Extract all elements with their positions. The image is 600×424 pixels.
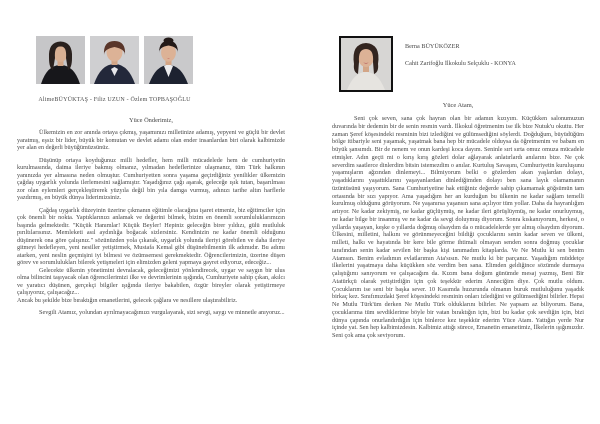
portrait-photo-filiz xyxy=(90,36,139,84)
portrait-photo-alime xyxy=(36,36,85,84)
right-letter-body: Seni çok seven, sana çok hayran olan bir adamın kızıyım. Küçükken salonumuzun duvarında bir dedemin bir de senin resmin vardı. İlkokul öğretmenim ise ilk bize Nutuk'u okuttu. Her zaman Şeref köşesindeki resminin bizi izlediğini ve gülümsediğini söylerdi. Doğduğum, büyüdüğüm bölge itibariyle seni yaşamak, yaşatmak bana hep bir mücadele olduysa da öğretmenim ve babam en büyük şansımdı. Bir de nenem ve onun kardeşi koca dayım. Seninle sırt sırta omuz omuza mücadele etmişler. Adın geçti mi o kırış kırış gözleri dolar ağlayarak anlatırlardı anılarını bize. Ne çok severdim saatlerce dinlerdim bitsin istemezdim o anılar. Kurtuluş Savaşını, Cumhuriyetin kuruluşunu yaşamışların ağzından dinlemeyi... Bilmiyorum belki o gözlerden akan yaşlardan dolayı, yaşadıklarını yaşattıklarını yaşayanlardan dinlediğimden dolayı ben sana layık olamamanın üzüntüsünü yaşıyorum. Sana Cumhuriyetine hak ettiğiniz değerde sahip çıkamamak göğsümün tam ortasında bir sızı yapıyor. Ama yaşadığım her an kurduğun bu ülkenin ne kadar sağlam temelli kurulmuş olduğunu görüyorum. Ne yaşanırsa yaşansın sana açılıyor tüm yollar. Daha da hayranlığım artıyor. Ne kadar zekiymiş, ne kadar güçlüymüş, ne kadar ileri görüşlüymüş, ne kadar onurluymuş, ne kadar bilge bir insanmış ve ne kadar da sevgi doluymuş diyorum. Sonra kıskanıyorum, herkesi, o yıllarda yaşayan, keşke o yıllarda doğmuş olsaydım da o mücadelelerde yer almış olsaydım diyorum. Ülkesini, milletini, halkını ve görünmeyeceğini bildiği çocuklarını senin kadar seven ve ülkeni, milleti, halkı ve hayatında bir kere bile görme ihtimali olmayan senden sonra doğmuş çocuklar tarafından senin kadar sevilen bir başka kişi tanımadım kitaplarda. Ve Ne Mutlu ki sen benim Atamsın. Benim evladımın evlatlarımın Ata'sısın. Ne mutlu ki bir parçanız. Yaşadığım müddetçe ilkelerini yaşatmaya daha küçükken söz verdim ben sana. Elimden geldiğince sözümde durmaya çalıştığımı sanıyorum ve çalışacağım da. Kızım bana doğum günümde mesaj yazmış, Beni Bir Atatürkçü olarak yetiştirdiğin için çok teşekkür ederim Anneciğim diye. Çok mutlu oldum. Çocuklarım ise seni bir başka sever. 10 Kasımda huzurunda olmanın buruk mutluluğunu yaşadık birkaç kez. Sınıfımızdaki Şeref köşesindeki resminin onları izlediğini ve gülümsediğini bilirler. Hepsi Ne Mutlu Türk'üm derken Ne Mutlu Türk olduklarını bilirler. Ne yapsam az biliyorum. Bana, çocuklarıma tüm sevdiklerime böyle bir vatan bıraktığın için, bizi bu kadar çok sevdiğin için, bizi dünya çapında onurlandırdığın için binlerce kez teşekkür ederim Yüce Atam. Yattığın yerde Nur içinde yat. Sen hep kalbimizdesin. Kalbimiz attığı sürece, Emanetin emanetimiz, İlkelerin ışığımızdır. Seni çok ama çok seviyorum. xyxy=(332,115,584,339)
page-left xyxy=(17,36,285,322)
author-header xyxy=(332,36,584,98)
author-name: Berna BÜYÜKÖZER xyxy=(405,43,460,50)
left-paragraph-4: Gelecekte ülkenin yönetimini devralacak, geleceğimizi yönlendirecek, uygar ve saygın bir ulus olma bilincini taşıyacak olan öğrencilerimizi ilke ve devrimlerinin ışığında, Cumhuriyete sahip çıkan, akılcı ve yaratıcı düşünen, gerçekçi bilgiler ışığında ileriye bakabilen, özgür bireyler olarak yetiştirmeye çalışıyoruz, çalışacağız... xyxy=(17,266,285,296)
left-salutation: Yüce Önderimiz, xyxy=(128,117,173,124)
portrait-photo-ozlem xyxy=(144,36,193,84)
authors-caption: AlimeBÜYÜKTAŞ - Filiz UZUN - Özlem TOPBAŞOĞLU xyxy=(38,97,191,103)
left-closing: Sevgili Atamız, yolundan ayrılmayacağımızı vurgulayarak, sizi sevgi, saygı ve minnetle anıyoruz... xyxy=(39,309,285,316)
page-right xyxy=(332,36,584,345)
left-paragraph-5: Ancak bu şekilde bize bıraktığın emanetlerini, gelecek çağlara ve nesillere ulaştırabiliriz. xyxy=(17,296,238,304)
left-paragraph-1: Ülkemizin en zor anında ortaya çıkmış, yaşamınızı milletinize adamış, yepyeni ve güçlü bir devlet yaratmış, eşsiz bir lider, büyük bir komutan ve devlet adamı olan ender insanlardan biri olarak kalbimizde yer alan en değerli büyüğümüzsünüz. xyxy=(17,129,285,151)
portrait-photo-berna xyxy=(339,36,393,92)
right-salutation: Yüce Atam, xyxy=(442,102,474,109)
authors-photo-row xyxy=(36,36,285,84)
left-paragraph-3: Çağdaş uygarlık düzeyinin üzerine çıkmanın eğitimle olacağına işaret etmeniz, biz eğitimciler için çok önemli bir nokta. Yaptıklarınızı anlamak ve değerini bilmek, bizim en önemli sorumluluklarımızın başında gelmektedir. "Küçük Hanımlar! Küçük Beyler! Hepiniz geleceğin birer yıldızı, gülü mutluluk pırıltılarısınız. Memleketi asıl aydınlığa boğacak sizlersiniz. Kendinizin ne kadar önemli olduğunu düşünerek ona göre çalışınız." sözünüzden yola çıkarak, uygarlık yolunda ileriyi görebilen ve daha ileriye gitmeyi hedefleyen, yeni nesiller yetiştirmek, Mustafa Kemal gibi düşünebilmenin ilk adımıdır. Bu adımı atarken, yeni neslin geçmişini iyi bilmesi ve özümsemesi gerekmektedir. Öğrencilerimizin, üzerine düşen görev ve sorumlulukları bilerek yetişmeleri için elimizden geleni yapmaya gayret ediyoruz, edeceğiz... xyxy=(17,206,285,266)
left-paragraph-2: Düşünüp ortaya koyduğunuz milli hedefler, hem milli mücadelede hem de cumhuriyetin kurulmasında, daima ileriye bakmış olmanız, yılmadan hedeflerinize ulaşmanız, tüm Türk halkının yanınızda yer almasına neden olmuştur. Cumhuriyetten sonra yaşama geçirdiğiniz yenilikler ülkemizin çağdaş uygarlık yolunda ilerlemesini sağlamıştır. Yaşadığınız çağı aşarak, geleceğe ışık tutan, başarılması zor olan eylemleri gerçekleştirerek yüzyıla değil bin yıla damga vurmuş, adınızı tarihe altın harflerle yazdırmış, en büyük dünya liderimizsiniz. xyxy=(17,156,285,201)
author-school: Cahit Zarifoğlu İlkokulu Selçuklu - KONYA xyxy=(405,60,516,67)
author-lines xyxy=(405,43,516,67)
